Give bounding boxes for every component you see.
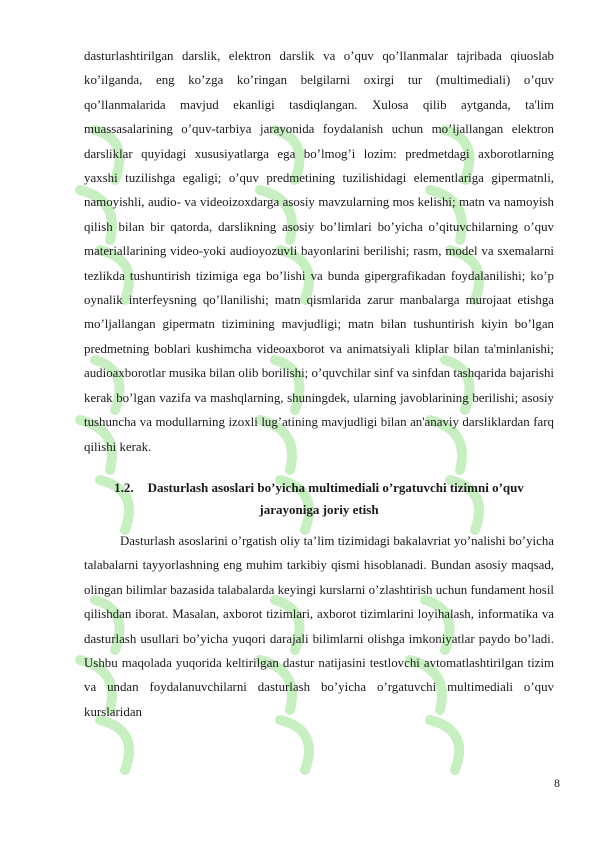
section-heading <box>84 477 554 521</box>
body-paragraph: dasturlashtirilgan darslik, elektron darslik va o’quv qo’llanmalar tajribada qiuoslab ko’ilganda, eng ko’zga ko’ringan belgilarni oxirgi tur (multimediali) o’quv qo’llanmalarida mavjud ekanligi tasdiqlangan. Xulosa qilib aytganda, ta'lim muassasalarining o’quv-tarbiya jarayonida foydalanish uchun mo’ljallangan elektron darsliklar quyidagi xususiyatlarga ega bo’lmog’i lozim: predmetdagi axborotlarning yaxshi tuzilishga egaligi; o’quv predmetining tuzilishidagi elementlariga gipermatnli, namoyishli, audio- va videoizoxdarga asosiy mavzularning mos kelishi; matn va namoyish qilish bilan bir qatorda, darslikning asosiy bo’limlari bo’yicha o’qituvchilarning o’quv materiallarining video-yoki audioyozuvli bayonlarini berilishi; rasm, model va sxemalarni tezlikda tushuntirish tizimiga ega bo’lishi va bunda gipergrafikadan foydalanilishi; ko’p oynalik interfeysning qo’llanilishi; matn qismlarida zarur manbalarga murojaat etishga mo’ljallangan gipermatn tizimining mavjudligi; matn bilan tushuntirish kiyin bo’lgan predmetning boblari kushimcha videoaxborot va animatsiyali kliplar bilan ta'minlanishi; audioaxborotlar musika bilan olib borilishi; o’quvchilar sinf va sinfdan tashqarida bajarishi kerak bo’lgan vazifa va mashqlarning, shuningdek, ularning javoblarining berilishi; asosiy tushuncha va modullarning izoxli lug’atining mavjudligi bilan an'anaviy darsliklardan farq qilishi kerak. <box>84 49 554 454</box>
page-number: 8 <box>554 776 560 790</box>
page-body <box>84 44 554 724</box>
section-number: 1.2. <box>114 479 134 495</box>
body-paragraph: Dasturlash asoslarini o’rgatish oliy ta’lim tizimidagi bakalavriat yo’nalishi bo’yicha talabalarni tayyorlashning eng muhim tarkibiy qismi hisoblanadi. Bundan asosiy maqsad, olingan bilimlar bazasida talabalarda keyingi kurslarni o’zlashtirish uchun fundament hosil qilishdan iborat. Masalan, axborot tizimlari, axborot tizimlarini loyihalash, informatika va dasturlash usullari bo’yicha yuqori darajali bilimlarni olishga imkoniyatlar paydo bo’ladi. Ushbu maqolada yuqorida keltirilgan dastur natijasini testlovchi avtomatlashtirilgan tizim va undan foydalanuvchilarni dasturlash bo’yicha o’rgatuvchi multimediali o’quv kurslaridan <box>84 533 554 719</box>
section-title: Dasturlash asoslari bo’yicha multimediali o’rgatuvchi tizimni o’quv jarayoniga joriy etish <box>147 479 524 517</box>
